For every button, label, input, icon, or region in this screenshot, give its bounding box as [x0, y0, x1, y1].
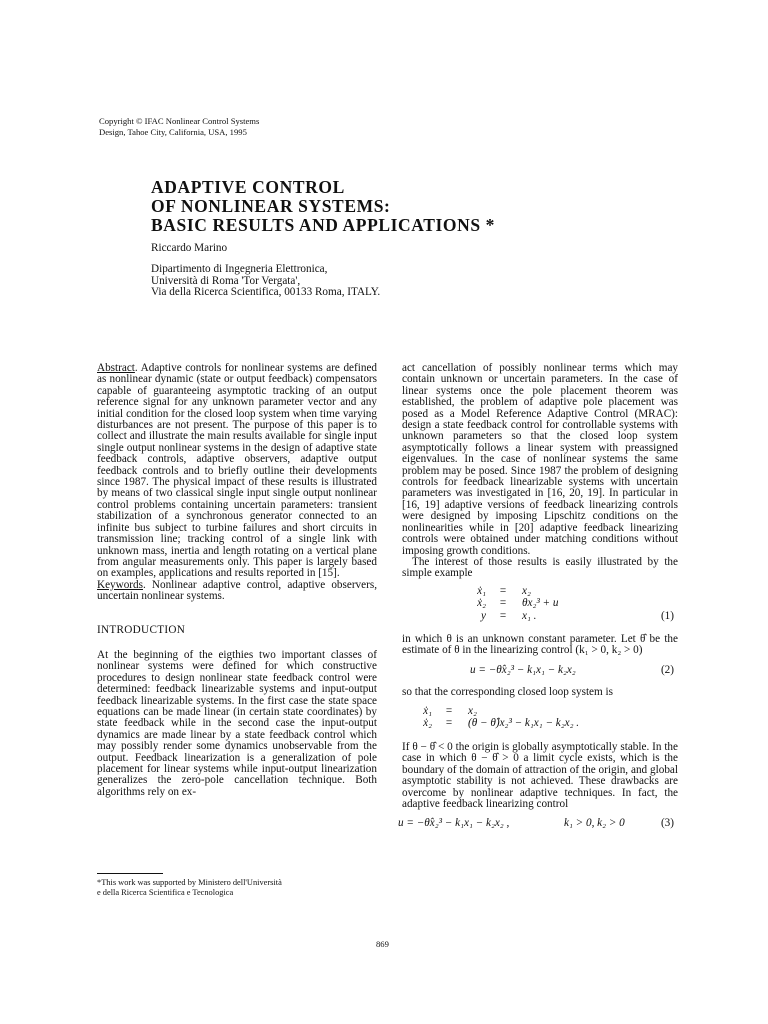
eq-lhs: ẋ₁ [477, 584, 486, 597]
eq-expression: u = −θ̂x₂³ − k₁x₁ − k₂x₂ [470, 663, 576, 676]
page-number: 869 [376, 939, 389, 949]
keywords-text: . Nonlinear adaptive control, adaptive observers, uncertain nonlinear systems. [97, 578, 377, 603]
eq-rhs: x₂ [522, 584, 531, 597]
copyright-line: Design, Tahoe City, California, USA, 1995 [99, 126, 247, 137]
body-paragraph: so that the corresponding closed loop system is [402, 685, 613, 698]
left-column [97, 363, 377, 798]
eq-lhs: ẋ₁ [423, 704, 432, 717]
affiliation-line: Dipartimento di Ingegneria Elettronica, [151, 263, 328, 275]
equation-number: (1) [660, 609, 674, 622]
eq-lhs: y [481, 609, 486, 622]
author-name: Riccardo Marino [151, 242, 228, 254]
equation-1 [402, 586, 678, 626]
intro-paragraph [97, 650, 377, 798]
equation-2 [402, 665, 678, 679]
equation-number: (3) [660, 817, 674, 830]
equation-number: (2) [660, 663, 674, 676]
affiliation-line: Università di Roma 'Tor Vergata', [151, 274, 301, 287]
body-paragraph: The interest of those results is easily illustrated by the simple example [402, 555, 678, 580]
eq-rhs: θx₂³ + u [522, 597, 559, 610]
affiliation-line: Via della Ricerca Scientifica, 00133 Roma, ITALY. [151, 286, 381, 298]
right-column [398, 362, 678, 832]
keywords-label: Keywords [97, 578, 143, 591]
eq-rhs: x₁ . [522, 609, 537, 622]
abstract [97, 363, 377, 580]
equation-closed-loop [402, 706, 678, 734]
title-line: BASIC RESULTS AND APPLICATIONS * [151, 215, 496, 235]
title-line: OF NONLINEAR SYSTEMS: [151, 196, 391, 216]
eq-condition: k₁ > 0, k₂ > 0 [564, 817, 625, 830]
eq-lhs: ẋ₂ [477, 597, 486, 610]
eq-rhs: x₂ [468, 704, 477, 717]
eq-op: = [499, 597, 507, 610]
title-line: ADAPTIVE CONTROL [151, 177, 345, 197]
footnote-line: *This work was supported by Ministero dell'Università [97, 878, 282, 887]
eq-op: = [445, 704, 453, 717]
body-paragraph: act cancellation of possibly nonlinear terms which may contain unknown or uncertain parameters. In the case of linear systems once the pole placement theorem was established, the problem of adaptive pole placement was posed as a Model Reference Adaptive Control (MRAC): design a state feedback control for controllable systems with unknown parameters so that the closed loop system asymptotically follows a linear system with preassigned eigenvalues. In the case of nonlinear systems the same problem may be posed. Since 1987 the problem of designing controls for feedback linearizable systems with uncertain parameters was investigated in [16, 20, 19]. In particular in [16, 19] adaptive versions of feedback linearizing controls were designed by imposing Lipschitz conditions on the nonlinearities while in [20] adaptive feedback linearizing controls were obtained under matching conditions without imposing growth conditions. [402, 362, 678, 557]
equation-3 [398, 817, 678, 832]
footnote-divider [97, 873, 163, 874]
eq-rhs: (θ − θ̂)x₂³ − k₁x₁ − k₂x₂ . [468, 717, 580, 730]
eq-op: = [499, 609, 507, 622]
footnote [97, 878, 347, 898]
body-paragraph: If θ − θ̂ < 0 the origin is globally asymptotically stable. In the case in which θ − θ̂ > 0 a limit cycle exists, which is the boundary of the domain of attraction of the origin, and global asymptotic stability is not achieved. These drawbacks are overcome by nonlinear adaptive techniques. In fact, the adaptive feedback linearizing control [402, 740, 678, 810]
eq-op: = [445, 717, 453, 730]
affiliation [151, 264, 380, 299]
intro-text: At the beginning of the eigthies two important classes of nonlinear systems were defined for which constructive procedures to design nonlinear state feedback control were determined: feedback linearizable systems and input-output feedback linearizable systems. In the first case the state space equations can be made linear (in certain state coordinates) by state feedback while in the second case the input-output dynamics are made linear by a state feedback control which may possibly render some dynamics unobservable from the output. [97, 648, 377, 764]
eq-lhs: ẋ₂ [423, 717, 432, 730]
eq-expression: u = −θ̂x₂³ − k₁x₁ − k₂x₂ , [398, 817, 510, 830]
copyright-line: Copyright © IFAC Nonlinear Control Systems [99, 116, 260, 126]
section-heading-introduction: INTRODUCTION [97, 623, 186, 636]
paper-title [151, 178, 495, 235]
intro-text-continued: Feedback linearization is a generalization of pole placement for linear systems while input-output linearization generalizes the zero-pole cancellation technique. Both algorithms rely on ex- [97, 751, 377, 798]
copyright-notice [99, 116, 259, 137]
abstract-text: . Adaptive controls for nonlinear systems are defined as nonlinear dynamic (state or output feedback) compensators capable of guaranteeing asymptotic tracking of an output reference signal for any unknown parameter vector and any initial condition for the closed loop system when time varying disturbances are not present. The purpose of this paper is to collect and illustrate the main results available for single input single output nonlinear systems in the design of adaptive state feedback controls, adaptive observers, adaptive output feedback controls and to briefly outline their developments since 1987. The physical impact of these results is illustrated by means of two classical single input single output nonlinear control problems containing uncertain parameters: transient stabilization of a synchronous generator connected to an infinite bus subject to turbine failures and short circuits in transmission line; tracking control of a single link with unknown mass, inertia and length rotating on a vertical plane from angular measurements only. This paper is largely based on examples, applications and results reported in [15]. [97, 362, 377, 580]
body-paragraph: in which θ is an unknown constant parameter. Let θ̂ be the estimate of θ in the linearizing control (k₁ > 0, k₂ > 0) [402, 632, 678, 657]
keywords [97, 580, 377, 603]
abstract-label: Abstract [97, 362, 135, 374]
footnote-line: e della Ricerca Scientifica e Tecnologica [97, 888, 234, 897]
eq-op: = [499, 584, 507, 597]
